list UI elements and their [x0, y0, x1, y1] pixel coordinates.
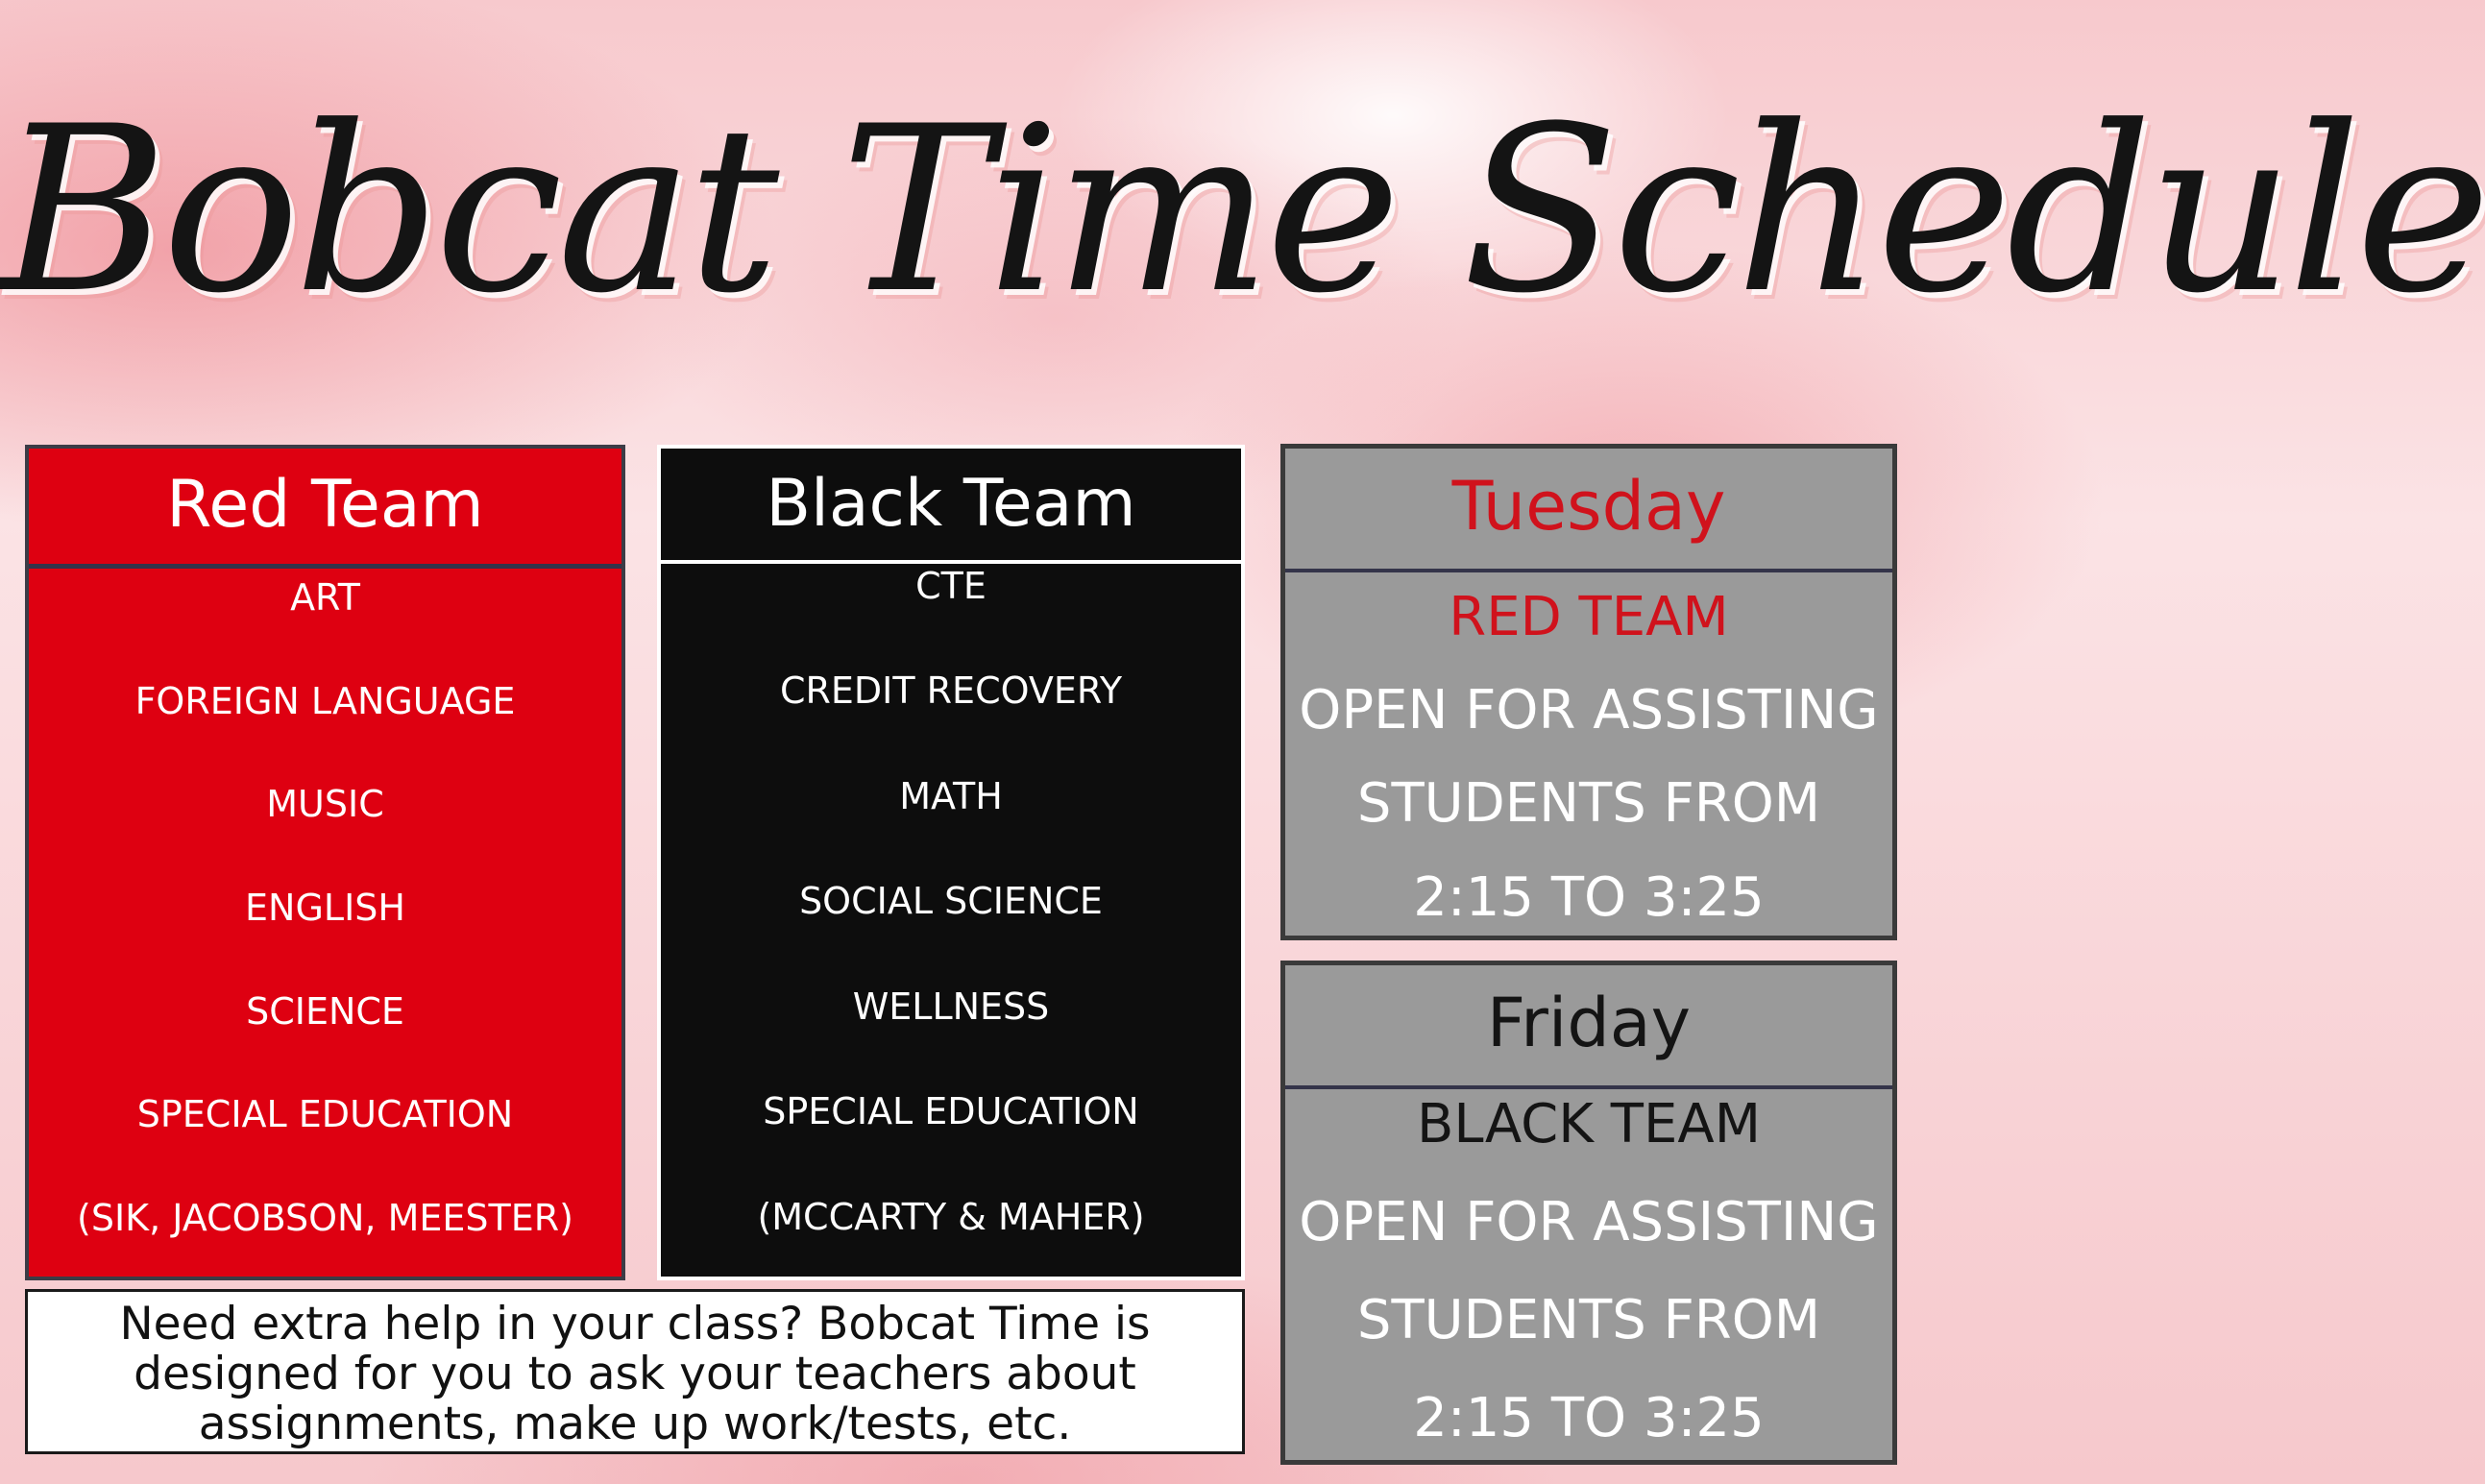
tuesday-team-label: RED TEAM — [1449, 586, 1729, 648]
red-team-subject: MUSIC — [266, 783, 384, 825]
friday-time-range: 2:15 TO 3:25 — [1413, 1387, 1765, 1449]
black-team-subject: MATH — [899, 775, 1003, 817]
black-team-teachers: (MCCARTY & MAHER) — [757, 1196, 1145, 1238]
tuesday-panel — [1280, 444, 1897, 940]
friday-team-label: BLACK TEAM — [1416, 1093, 1762, 1156]
black-team-subject: SOCIAL SCIENCE — [799, 880, 1103, 922]
black-team-subject: SPECIAL EDUCATION — [763, 1090, 1139, 1132]
red-team-subject: FOREIGN LANGUAGE — [134, 680, 516, 722]
red-team-subject: ENGLISH — [245, 887, 405, 929]
friday-heading: Friday — [1285, 965, 1892, 1089]
red-team-heading: Red Team — [29, 449, 621, 569]
red-team-teachers: (SIK, JACOBSON, MEESTER) — [77, 1197, 573, 1239]
tuesday-detail-line: OPEN FOR ASSISTING — [1299, 679, 1879, 742]
friday-detail-line: OPEN FOR ASSISTING — [1299, 1191, 1879, 1253]
black-team-subject: WELLNESS — [852, 985, 1050, 1028]
red-team-subject: SCIENCE — [246, 990, 404, 1033]
red-team-subject: ART — [290, 576, 360, 619]
help-note: Need extra help in your class? Bobcat Time is designed for you to ask your teachers about assignments, make up work/tests, etc. — [25, 1289, 1245, 1454]
red-team-panel — [25, 445, 625, 1280]
black-team-subject: CREDIT RECOVERY — [779, 669, 1123, 712]
tuesday-heading: Tuesday — [1285, 449, 1892, 572]
red-team-subject: SPECIAL EDUCATION — [136, 1093, 514, 1135]
black-team-panel — [657, 445, 1245, 1280]
page-title: Bobcat Time Schedule — [0, 78, 2485, 344]
tuesday-detail-line: STUDENTS FROM — [1356, 772, 1821, 835]
black-team-heading: Black Team — [661, 449, 1241, 564]
friday-detail-line: STUDENTS FROM — [1356, 1289, 1821, 1351]
black-team-subject: CTE — [915, 565, 987, 607]
tuesday-time-range: 2:15 TO 3:25 — [1413, 866, 1765, 929]
friday-panel — [1280, 961, 1897, 1465]
